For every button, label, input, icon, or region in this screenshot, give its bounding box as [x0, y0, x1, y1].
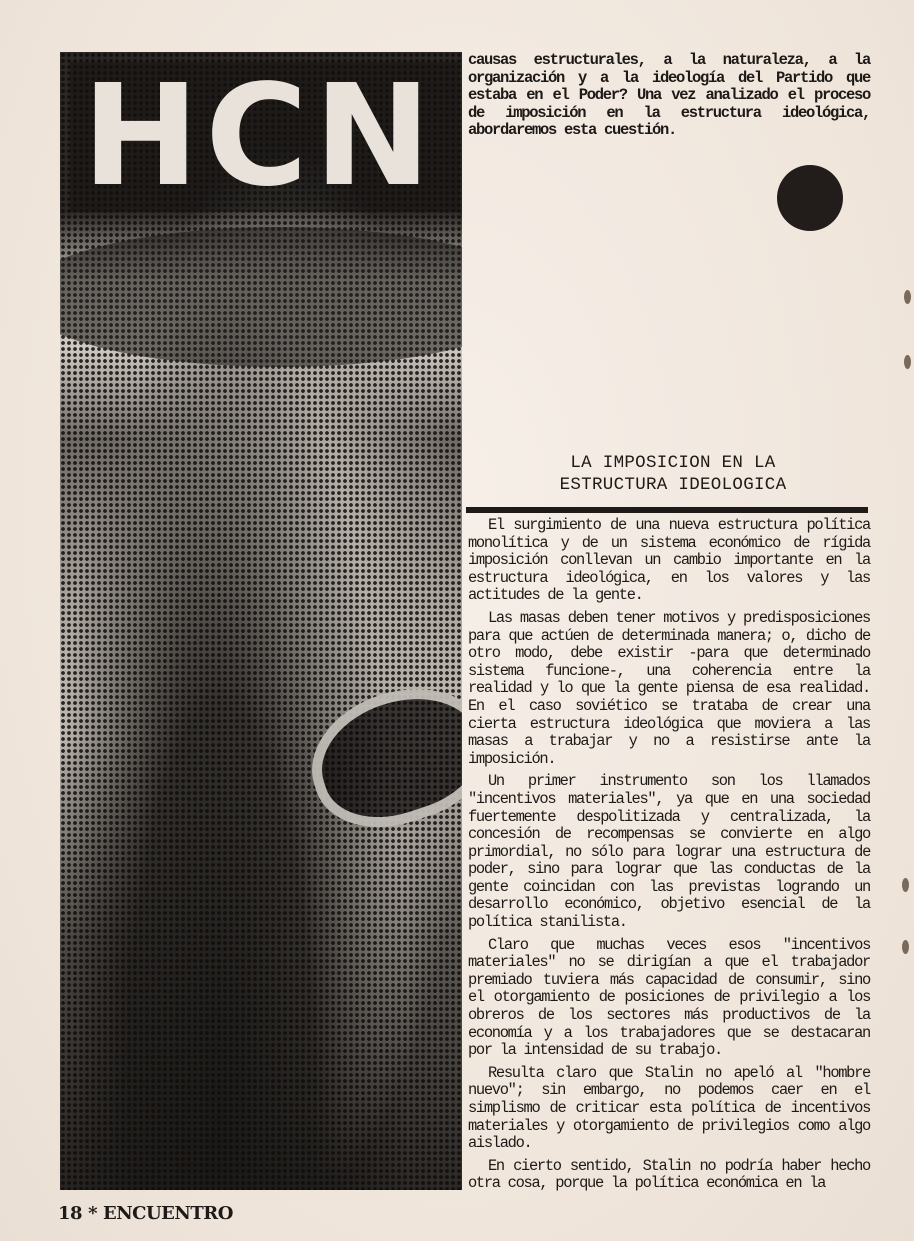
heading-rule [466, 507, 868, 513]
section-heading [498, 452, 848, 496]
photo-banner-lettering [70, 55, 460, 218]
punch-hole-mark [902, 878, 909, 892]
body-paragraph: Claro que muchas veces esos "incentivos materiales" no se dirigían a que el trabajador premiado tuviera más capacidad de consumir, sino el otorgamiento de posiciones de privilegio a los obreros de los sectores más productivos de la economía y a los trabajadores que se destacaran por la intensidad de su trabajo. [468, 935, 870, 1060]
photo-hat-shape [60, 227, 462, 367]
section-heading-line1: LA IMPOSICION EN LA [570, 453, 776, 473]
photo-banner-text: HCN [82, 55, 438, 218]
section-heading-line2: ESTRUCTURA IDEOLOGICA [559, 475, 787, 495]
magazine-name: ENCUENTRO [102, 1203, 233, 1224]
photo-mouth-shape [294, 667, 462, 846]
footer-separator: * [88, 1203, 97, 1224]
halftone-portrait-photo [60, 52, 462, 1190]
punch-hole-mark [904, 290, 911, 304]
body-paragraph: En cierto sentido, Stalin no podría haber hecho otra cosa, porque la política económica en la [468, 1156, 870, 1193]
body-column [468, 517, 870, 1198]
punch-hole-mark [904, 355, 911, 369]
body-paragraph: Las masas deben tener motivos y predisposiciones para que actúen de determinada manera; o, dicho de otro modo, debe existir -para que determinado sistema funcione-, una coherencia entre la realidad y lo que la gente piensa de esa realidad. En el caso soviético se trataba de crear una cierta estructura ideológica que moviera a las masas a trabajar y no a resistirse ante la imposición. [468, 608, 870, 768]
punch-hole-mark [902, 940, 909, 954]
body-paragraph: El surgimiento de una nueva estructura política monolítica y de un sistema económico de rígida imposición conllevan un cambio importante en la estructura ideológica, en los valores y las actitudes de la gente. [468, 516, 870, 605]
intro-paragraph: causas estructurales, a la naturaleza, a la organización y a la ideología del Partido que estaba en el Poder? Una vez analizado el proceso de imposición en la estructura ideológica, abordaremos esta cuestión. [468, 51, 870, 140]
intro-column [468, 52, 870, 145]
page-number: 18 [58, 1203, 83, 1224]
body-paragraph: Resulta claro que Stalin no apeló al "hombre nuevo"; sin embargo, no podemos caer en el simplismo de criticar esta política de incentivos materiales y otorgamiento de privilegios como algo aislado. [468, 1063, 870, 1153]
decorative-dot [777, 165, 843, 231]
page-footer [58, 1203, 239, 1224]
body-paragraph: Un primer instrumento son los llamados "incentivos materiales", ya que en una sociedad fuertemente despolitizada y centralizada, la concesión de recompensas se convierte en algo primordial, no sólo para lograr una estructura de poder, sino para lograr que las conductas de la gente coincidan con las previstas logrando un desarrollo económico, objetivo esencial de la política stanilista. [468, 772, 870, 932]
